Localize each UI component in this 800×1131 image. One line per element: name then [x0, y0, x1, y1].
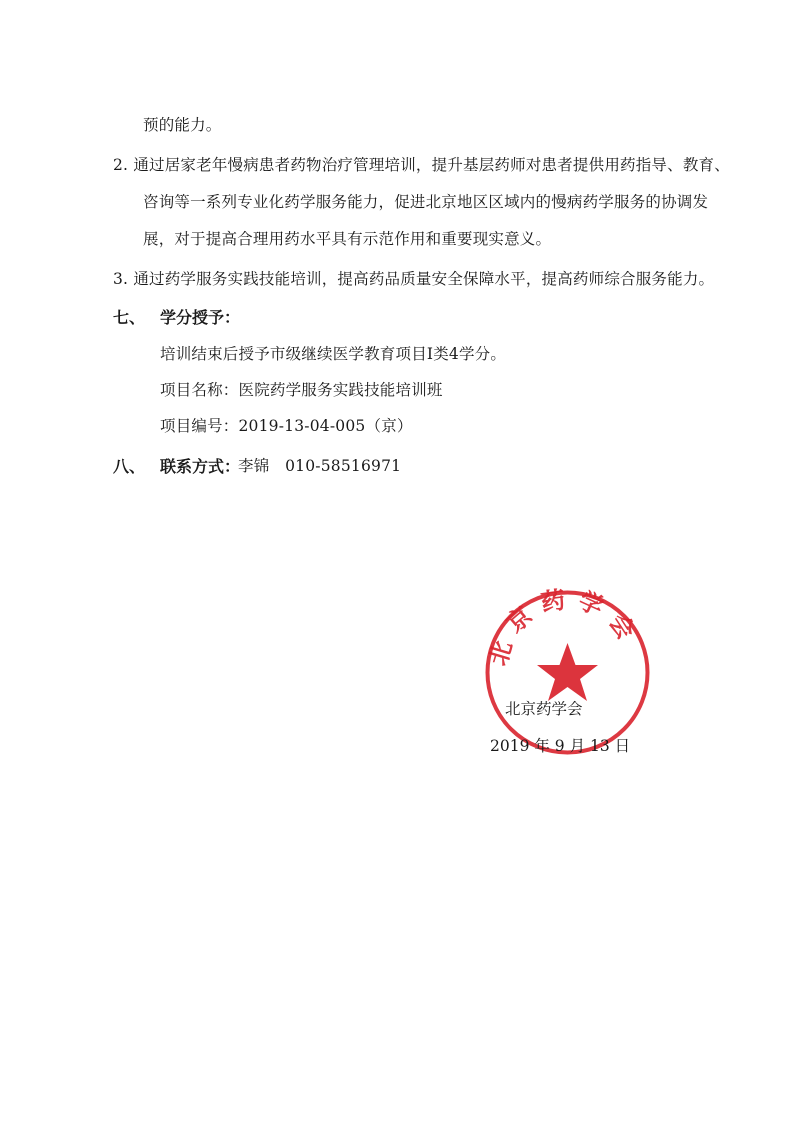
section-7-number: 七、	[113, 308, 146, 327]
issue-date: 2019 年 9 月 13 日	[490, 737, 631, 755]
section-8-title: 联系方式：	[160, 457, 241, 476]
project-name: 项目名称：医院药学服务实践技能培训班	[160, 381, 443, 399]
issuing-organization: 北京药学会	[505, 700, 583, 718]
credit-line: 培训结束后授予市级继续医学教育项目Ⅰ类4学分。	[160, 345, 507, 363]
section-8-number: 八、	[113, 457, 146, 476]
section-7-title: 学分授予：	[160, 308, 241, 327]
svg-text:北京药学会: 北京药学会	[483, 585, 647, 669]
seal-star-icon	[537, 643, 598, 701]
item-2-line-2: 咨询等一系列专业化药学服务能力，促进北京地区区域内的慢病药学服务的协调发	[143, 193, 709, 211]
paragraph-continuation: 预的能力。	[143, 116, 222, 134]
item-2-line-1: 2. 通过居家老年慢病患者药物治疗管理培训，提升基层药师对患者提供用药指导、教育、	[113, 156, 730, 174]
project-number: 项目编号：2019-13-04-005（京）	[160, 417, 413, 435]
item-2-line-3: 展，对于提高合理用药水平具有示范作用和重要现实意义。	[143, 230, 552, 248]
contact-info: 李锦 010-58516971	[238, 457, 402, 475]
item-3: 3. 通过药学服务实践技能培训，提高药品质量安全保障水平，提高药师综合服务能力。	[113, 270, 715, 288]
